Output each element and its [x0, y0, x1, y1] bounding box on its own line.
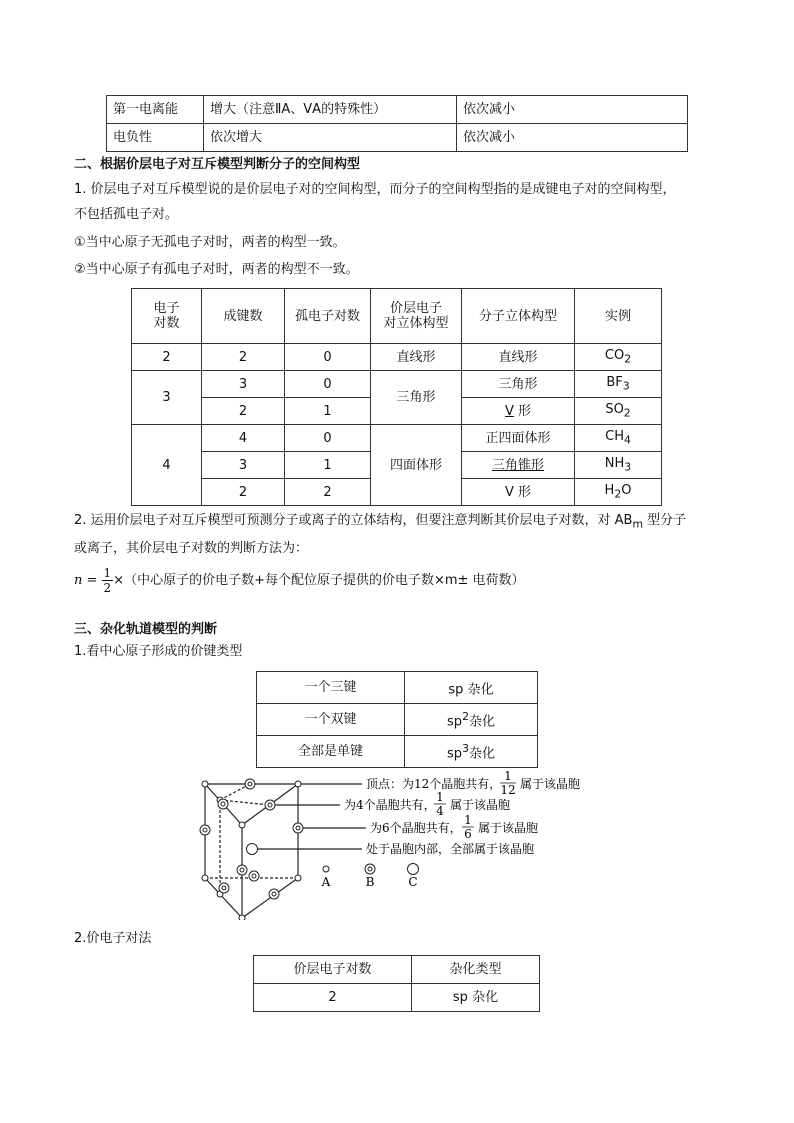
table-cell	[405, 736, 538, 768]
paragraph-text: 2. 运用价层电子对互斥模型可预测分子或离子的立体结构，但要注意判断其价层电子对数，对 AB	[74, 513, 633, 528]
fraction-numerator: 1	[504, 770, 512, 783]
formula-text: O	[621, 482, 632, 498]
header-cell	[132, 289, 202, 344]
formula-text: SO	[605, 401, 624, 417]
subscript: m	[632, 517, 644, 531]
legend-atom-b-core	[368, 867, 372, 871]
table-cell	[462, 452, 575, 479]
paragraph-line	[74, 512, 764, 534]
hybrid-text: sp	[447, 714, 463, 730]
formula-text: CH	[605, 428, 624, 444]
fraction-numerator: 1	[436, 790, 444, 804]
hybrid-text: 杂化	[463, 682, 494, 698]
paragraph-text: 型分子	[643, 513, 687, 528]
legend-label: C	[408, 875, 418, 889]
vsepr-table	[131, 288, 662, 506]
legend-atom-c	[408, 864, 419, 875]
formula-subscript: 2	[624, 352, 632, 366]
header-cell	[371, 289, 462, 344]
atom-b-core	[268, 803, 272, 807]
table-cell: 增大（注意ⅡA、ⅤA的特殊性）	[204, 96, 457, 124]
table-cell	[462, 398, 575, 425]
header-cell: 成键数	[202, 289, 285, 344]
atom-b-core	[296, 826, 300, 830]
header-cell: 孤电子对数	[285, 289, 371, 344]
formula-subscript: 2	[614, 487, 622, 501]
table-cell: 2	[202, 479, 285, 506]
table-row	[257, 672, 538, 704]
table-cell: 2	[202, 398, 285, 425]
header-cell: 实例	[575, 289, 662, 344]
atom-b-core	[272, 892, 276, 896]
list-item: ①当中心原子无孤电子对时，两者的构型一致。	[74, 235, 346, 250]
bond-type-table	[256, 671, 538, 768]
table-cell	[405, 672, 538, 704]
label-text: 处于晶胞内部，全部属于该晶胞	[366, 842, 535, 856]
label-text: 顶点：为12个晶胞共有，	[366, 777, 502, 791]
fraction	[102, 566, 114, 595]
table-cell	[575, 398, 662, 425]
paragraph-line: 1. 价层电子对互斥模型说的是价层电子对的空间构型，而分子的空间构型指的是成键电子对的空间构型，	[74, 182, 676, 197]
header-cell: 杂化类型	[412, 956, 540, 984]
table-cell: 三角形	[371, 371, 462, 425]
atom-a	[239, 915, 245, 920]
atom-a	[239, 822, 245, 828]
table-cell: 全部是单键	[257, 736, 405, 768]
face-atoms	[200, 779, 303, 899]
table-cell	[575, 452, 662, 479]
table-header-row	[132, 289, 662, 344]
atom-a	[295, 781, 301, 787]
formula-text: NH	[604, 455, 625, 471]
table-cell: V 形	[462, 479, 575, 506]
table-cell: 一个三键	[257, 672, 405, 704]
atom-b-core	[221, 802, 225, 806]
subheading: 1.看中心原子形成的价键类型	[74, 644, 243, 659]
label-text: 属于该晶胞	[520, 777, 581, 791]
fraction-denominator: 2	[103, 581, 112, 595]
electron-pair-hybrid-table	[253, 955, 540, 1012]
atom-a	[202, 875, 208, 881]
formula-lhs: n =	[74, 573, 98, 588]
table-cell: 3	[202, 452, 285, 479]
atom-b-core	[248, 782, 252, 786]
label-text: 属于该晶胞	[450, 798, 511, 812]
table-cell: 2	[285, 479, 371, 506]
table-row	[107, 96, 688, 124]
table-row	[257, 704, 538, 736]
fraction-denominator: 12	[500, 783, 516, 797]
table-cell: 3	[132, 371, 202, 425]
atom-a	[202, 781, 208, 787]
table-cell: 三角形	[462, 371, 575, 398]
atom-c	[247, 844, 258, 855]
atom-b-core	[240, 868, 244, 872]
formula-subscript: 3	[622, 379, 630, 393]
atom-b-core	[252, 874, 256, 878]
superscript: 3	[462, 742, 469, 756]
table-cell: sp 杂化	[412, 984, 540, 1012]
formula-text: BF	[606, 374, 623, 390]
edge	[242, 878, 298, 918]
table-cell: 依次减小	[457, 96, 688, 124]
table-cell: 4	[132, 425, 202, 506]
fraction-numerator: 1	[464, 813, 472, 827]
table-cell: 直线形	[371, 344, 462, 371]
fraction-denominator: 6	[464, 827, 472, 841]
table-row	[132, 344, 662, 371]
section-heading-vsepr: 二、根据价层电子对互斥模型判断分子的空间构型	[74, 157, 361, 172]
table-cell: 一个双键	[257, 704, 405, 736]
fraction-denominator: 4	[436, 804, 444, 818]
atom-b-core	[203, 828, 207, 832]
legend-label: B	[365, 875, 375, 889]
table-cell: 依次减小	[457, 124, 688, 152]
atom-a	[295, 875, 301, 881]
table-cell: 1	[285, 452, 371, 479]
table-cell: 1	[285, 398, 371, 425]
hybrid-text: sp	[447, 746, 463, 762]
label-text: 为4个晶胞共有，	[344, 798, 436, 812]
ionization-electronegativity-table	[106, 95, 688, 152]
list-item: ②当中心原子有孤电子对时，两者的构型不一致。	[74, 262, 359, 277]
table-cell: 0	[285, 425, 371, 452]
table-cell: 第一电离能	[107, 96, 204, 124]
table-row	[132, 371, 662, 398]
table-header-row	[254, 956, 540, 984]
paragraph-line: 或离子，其价层电子对数的判断方法为：	[74, 541, 309, 556]
superscript: 2	[462, 710, 469, 724]
table-cell: 正四面体形	[462, 425, 575, 452]
header-text: 价层电子	[389, 301, 442, 316]
header-cell: 分子立体构型	[462, 289, 575, 344]
fraction-numerator: 1	[103, 566, 112, 580]
formula-subscript: 2	[623, 406, 631, 420]
table-cell	[575, 371, 662, 398]
hybrid-text: 杂化	[468, 746, 495, 762]
table-cell: 2	[202, 344, 285, 371]
label-text: 属于该晶胞	[478, 821, 539, 835]
table-cell: 2	[254, 984, 412, 1012]
hybrid-text: 杂化	[468, 714, 495, 730]
label-vertex	[366, 776, 501, 791]
formula-subscript: 4	[623, 433, 631, 447]
table-cell	[575, 479, 662, 506]
electron-pair-formula	[74, 566, 525, 595]
table-cell: 电负性	[107, 124, 204, 152]
table-cell: 4	[202, 425, 285, 452]
legend-label: A	[321, 875, 331, 889]
subheading: 2.价电子对法	[74, 931, 152, 946]
table-cell	[575, 425, 662, 452]
atom-b-core	[222, 886, 226, 890]
table-cell: 3	[202, 371, 285, 398]
shape-text: 形	[513, 403, 532, 419]
table-cell: 直线形	[462, 344, 575, 371]
table-cell: 0	[285, 371, 371, 398]
table-row	[257, 736, 538, 768]
header-text: 对数	[153, 316, 180, 331]
label-text: 为6个晶胞共有，	[370, 821, 462, 835]
table-row	[132, 425, 662, 452]
formula-body: ×（中心原子的价电子数+每个配位原子提供的价电子数×m± 电荷数）	[113, 573, 525, 588]
table-cell: 0	[285, 344, 371, 371]
header-text: 电子	[153, 301, 180, 316]
table-cell: 依次增大	[204, 124, 457, 152]
header-cell: 价层电子对数	[254, 956, 412, 984]
formula-text: CO	[604, 347, 625, 363]
table-cell: 2	[132, 344, 202, 371]
prism-edges	[205, 784, 366, 918]
paragraph-line: 不包括孤电子对。	[74, 207, 179, 222]
hybrid-text: sp	[448, 682, 464, 698]
legend-atom-a	[323, 866, 329, 872]
formula-text: H	[604, 482, 615, 498]
table-cell	[575, 344, 662, 371]
shape-underlined: V	[504, 403, 514, 419]
section-heading-hybridization: 三、杂化轨道模型的判断	[74, 622, 218, 637]
table-cell	[405, 704, 538, 736]
shape-underlined: 三角锥形	[491, 457, 544, 473]
table-row	[254, 984, 540, 1012]
table-row	[107, 124, 688, 152]
header-text: 对立体构型	[383, 316, 449, 331]
table-cell: 四面体形	[371, 425, 462, 506]
formula-subscript: 3	[624, 460, 632, 474]
crystal-cell-diagram	[190, 770, 600, 920]
